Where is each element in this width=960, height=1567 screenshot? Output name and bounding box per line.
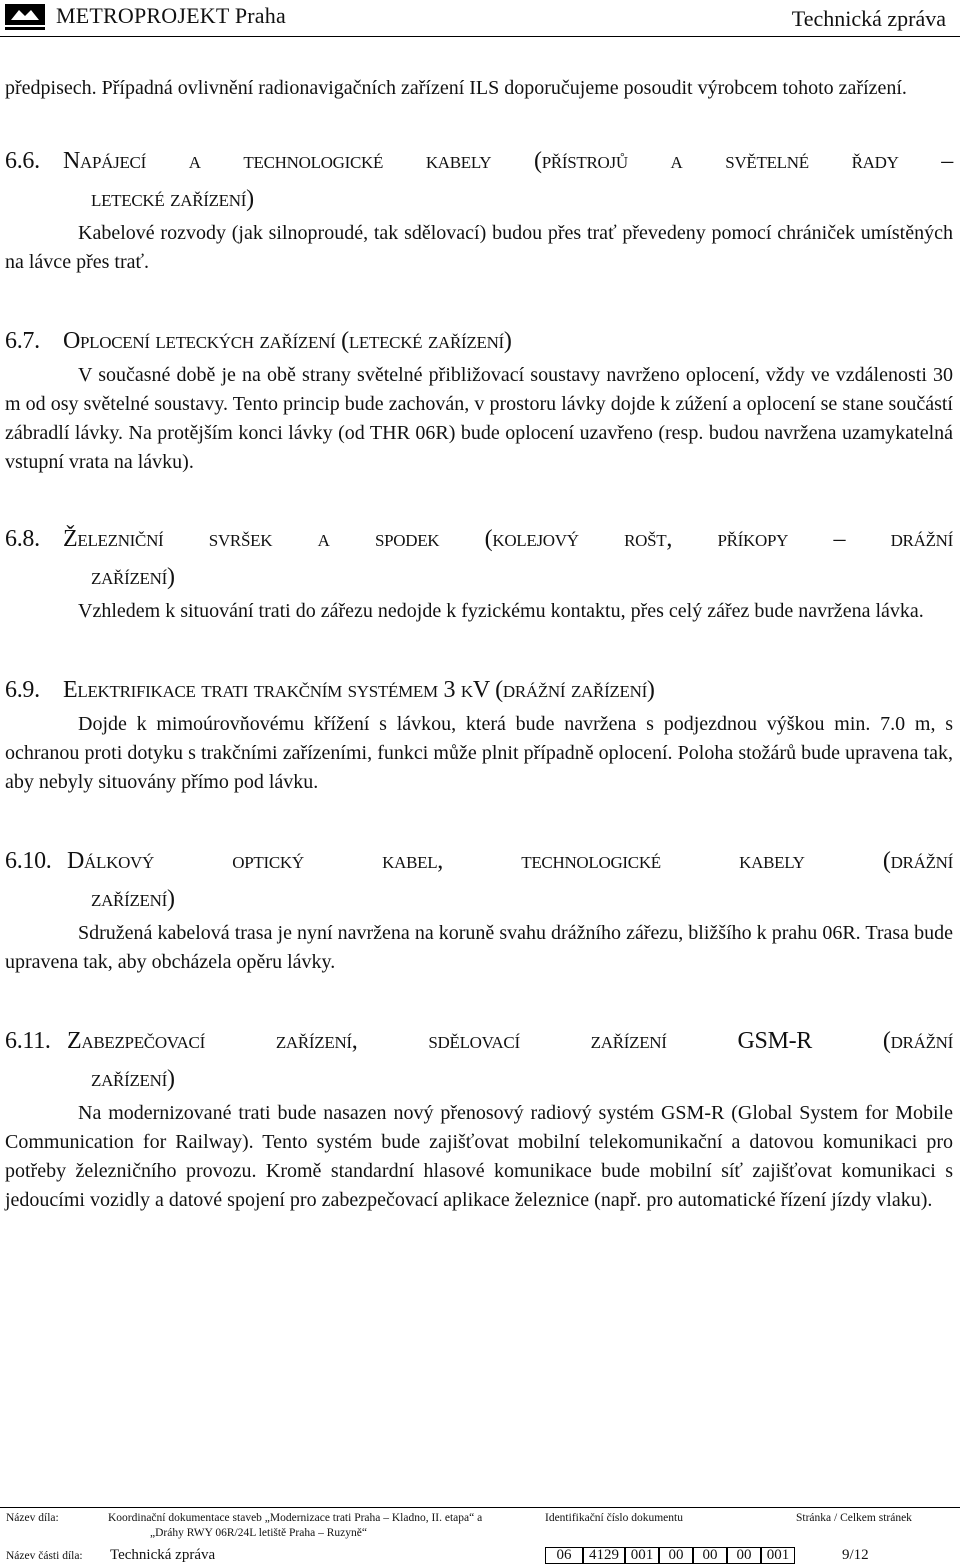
section-6-10 — [5, 843, 953, 977]
section-text: V současné době je na obě strany světelné přibližovací soustavy navrženo oplocení, vždy ve vzdálenosti 30 m od osy světelné soustavy. Tento princip bude zachován, v prostoru lávky dojde k zúžení a oplocení se stane součástí zábradlí lávky. Na protějším konci lávky (od THR 06R) bude oplocení uzavřeno (resp. budou navržena uzamykatelná vstupní vrata na lávku). — [5, 364, 953, 473]
section-6-7 — [5, 323, 953, 477]
header-divider — [0, 36, 960, 37]
intro-paragraph: předpisech. Případná ovlivnění radionavigačních zařízení ILS doporučujeme posoudit výrobcem tohoto zařízení. — [5, 77, 907, 99]
metroprojekt-logo-icon — [5, 4, 45, 32]
section-text: Dojde k mimoúrovňovému křížení s lávkou, která bude navržena s podjezdnou výškou min. 7.0 m, s ochranou proti dotyku s trakčními zařízeními, funkci může plnit případně oplocení. Poloha stožárů bude upravena tak, aby nebyly situovány přímo pod lávku. — [5, 713, 953, 793]
doc-id-segment: 06 — [545, 1547, 583, 1564]
footer-work-line1: Koordinační dokumentace staveb „Modernizace trati Praha – Kladno, II. etapa“ a — [108, 1512, 483, 1524]
section-title-continuation: zařízení) — [91, 886, 175, 912]
footer-work-line2: „Dráhy RWY 06R/24L letiště Praha – Ruzyně“ — [150, 1527, 367, 1539]
section-title: Napájecí a technologické kabely (přístrojů a světelné řady – — [63, 148, 953, 174]
footer-label-work: Název díla: — [6, 1512, 59, 1524]
section-title: Zabezpečovací zařízení, sdělovací zařízení GSM-R (drážní — [67, 1028, 953, 1054]
doc-id-segment: 00 — [659, 1547, 693, 1564]
section-title: Oplocení leteckých zařízení (letecké zařízení) — [63, 328, 512, 354]
section-title: Dálkový optický kabel, technologické kabely (drážní — [67, 848, 953, 874]
section-heading — [5, 1023, 953, 1059]
company-name: METROPROJEKT Praha — [56, 3, 286, 28]
document-type: Technická zpráva — [791, 6, 946, 31]
section-text: Sdružená kabelová trasa je nyní navržena na koruně svahu drážního zářezu, bližšího k prahu 06R. Trasa bude upravena tak, aby obcházela opěru lávky. — [5, 922, 953, 973]
footer-part-value: Technická zpráva — [110, 1547, 216, 1563]
section-6-11 — [5, 1023, 953, 1215]
section-number: 6.11. — [5, 1028, 51, 1054]
section-number: 6.9. — [5, 677, 40, 703]
footer-label-page: Stránka / Celkem stránek — [796, 1512, 912, 1524]
section-text: Vzhledem k situování trati do zářezu nedojde k fyzickému kontaktu, přes celý zářez bude navržena lávka. — [78, 600, 924, 622]
section-heading — [5, 672, 953, 708]
section-number: 6.7. — [5, 328, 40, 354]
section-heading — [5, 521, 953, 557]
section-title-continuation: zařízení) — [91, 564, 175, 590]
page-header — [0, 0, 960, 36]
section-6-8 — [5, 521, 953, 626]
doc-id-segment: 001 — [625, 1547, 659, 1564]
doc-id-segment: 4129 — [583, 1547, 625, 1564]
doc-id-segment: 001 — [761, 1547, 795, 1564]
section-number: 6.10. — [5, 848, 52, 874]
document-body — [5, 74, 953, 1215]
section-number: 6.6. — [5, 148, 40, 174]
section-6-9 — [5, 672, 953, 797]
section-heading — [5, 143, 953, 179]
section-text: Na modernizované trati bude nasazen nový přenosový radiový systém GSM-R (Global System for Mobile Communication for Railway). Tento systém bude zajišťovat mobilní telekomunikační a datovou komunikaci pro potřeby železničního provozu. Kromě standardní hlasové komunikace bude mobilní síť zajišťovat komunikaci s jedoucími vozidly a datové spojení pro zabezpečovací aplikace železnice (např. pro automatické řízení jízdy vlaku). — [5, 1102, 953, 1211]
section-text: Kabelové rozvody (jak silnoproudé, tak sdělovací) budou přes trať převedeny pomocí chrániček umístěných na lávce přes trať. — [5, 222, 953, 273]
page-number: 9/12 — [842, 1547, 869, 1563]
section-title: Železniční svršek a spodek (kolejový rošt, příkopy – drážní — [63, 526, 953, 552]
section-title-continuation: letecké zařízení) — [91, 186, 254, 212]
section-heading — [5, 843, 953, 879]
section-title: Elektrifikace trati trakčním systémem 3 kV (drážní zařízení) — [63, 677, 655, 703]
section-heading — [5, 323, 953, 359]
footer-label-part: Název části díla: — [6, 1550, 83, 1562]
section-title-continuation: zařízení) — [91, 1066, 175, 1092]
doc-id-segment: 00 — [693, 1547, 727, 1564]
footer-divider — [0, 1507, 960, 1508]
doc-id-segment: 00 — [727, 1547, 761, 1564]
section-6-6 — [5, 143, 953, 277]
section-number: 6.8. — [5, 526, 40, 552]
footer-label-id: Identifikační číslo dokumentu — [545, 1512, 683, 1524]
